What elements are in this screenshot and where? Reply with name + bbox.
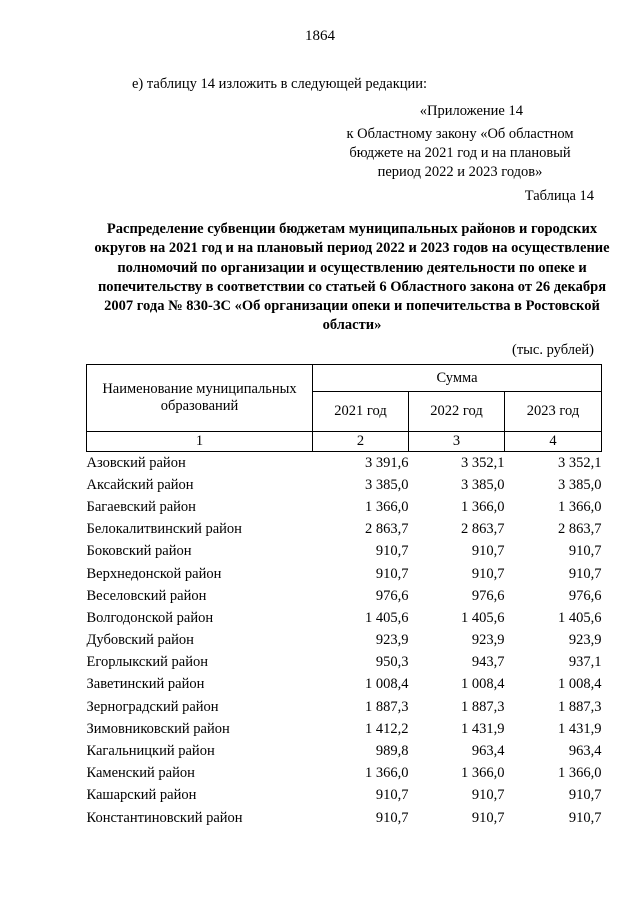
table-row — [87, 519, 602, 541]
table-row — [87, 652, 602, 674]
value-2022: 963,4 — [471, 743, 505, 760]
value-2023: 910,7 — [568, 543, 602, 560]
law-reference: к Областному закону «Об областном бюджете на 2021 год и на плановый период 2022 и 2023 годов» — [346, 126, 574, 180]
value-2022: 1 008,4 — [461, 676, 505, 693]
table-row — [87, 674, 602, 696]
municipality-name: Кагальницкий район — [86, 743, 215, 760]
value-2023: 3 385,0 — [558, 476, 602, 493]
header-year-2021: 2021 год — [313, 392, 409, 432]
value-2021: 1 008,4 — [365, 676, 409, 693]
table-row — [87, 496, 602, 518]
table-row — [87, 740, 602, 762]
table-row — [87, 474, 602, 496]
header-year-2023: 2023 год — [505, 392, 602, 432]
value-2021: 950,3 — [375, 654, 409, 671]
value-2021: 976,6 — [375, 587, 409, 604]
table-row — [87, 785, 602, 807]
value-2023: 1 887,3 — [558, 698, 602, 715]
municipality-name: Верхнедонской район — [86, 565, 222, 582]
table-body — [87, 452, 602, 830]
column-number: 1 — [87, 432, 313, 452]
value-2022: 910,7 — [471, 809, 505, 826]
value-2023: 910,7 — [568, 787, 602, 804]
value-2021: 3 385,0 — [365, 476, 409, 493]
municipality-name: Зерноградский район — [86, 698, 219, 715]
table-row — [87, 763, 602, 785]
value-2021: 1 366,0 — [365, 498, 409, 515]
value-2022: 976,6 — [471, 587, 505, 604]
value-2022: 1 431,9 — [461, 720, 505, 737]
table-row — [87, 585, 602, 607]
value-2023: 1 431,9 — [558, 720, 602, 737]
value-2021: 2 863,7 — [365, 521, 409, 538]
value-2021: 910,7 — [375, 809, 409, 826]
table-row — [87, 541, 602, 563]
value-2021: 910,7 — [375, 543, 409, 560]
value-2021: 3 391,6 — [365, 454, 409, 471]
municipality-name: Веселовский район — [86, 587, 207, 604]
value-2023: 1 008,4 — [558, 676, 602, 693]
municipality-name: Дубовский район — [86, 632, 194, 649]
table-label: Таблица 14 — [524, 188, 594, 204]
header-municipality: Наименование муниципальных образований — [87, 365, 313, 432]
value-2022: 1 887,3 — [461, 698, 505, 715]
value-2023: 1 366,0 — [558, 765, 602, 782]
municipality-name: Белокалитвинский район — [86, 521, 242, 538]
value-2022: 1 366,0 — [461, 765, 505, 782]
column-number: 4 — [505, 432, 602, 452]
value-2021: 1 887,3 — [365, 698, 409, 715]
column-number: 2 — [313, 432, 409, 452]
value-2022: 3 352,1 — [461, 454, 505, 471]
municipality-name: Азовский район — [86, 454, 186, 471]
municipality-name: Зимовниковский район — [86, 720, 230, 737]
table-row — [87, 696, 602, 718]
document-title: Распределение субвенции бюджетам муниципальных районов и городских округов на 2021 год и на плановый период 2022 и 2023 годов на осуществление полномочий по организации и осуществлению деятельности по опеке и попечительству в соответствии со статьей 6 Областного закона от 26 декабря 2007 года № 830-ЗС «Об организации опеки и попечительства в Ростовской области» — [94, 221, 610, 334]
column-number: 3 — [409, 432, 505, 452]
table-row — [87, 607, 602, 629]
value-2021: 989,8 — [375, 743, 409, 760]
value-2022: 943,7 — [471, 654, 505, 671]
value-2021: 910,7 — [375, 787, 409, 804]
municipality-name: Аксайский район — [86, 476, 194, 493]
table-row — [87, 718, 602, 740]
value-2023: 910,7 — [568, 809, 602, 826]
value-2023: 923,9 — [568, 632, 602, 649]
value-2021: 1 412,2 — [365, 720, 409, 737]
header-sum: Сумма — [313, 365, 602, 392]
value-2022: 910,7 — [471, 565, 505, 582]
subvention-table — [86, 364, 602, 829]
units-label: (тыс. рублей) — [512, 342, 594, 358]
municipality-name: Константиновский район — [86, 809, 243, 826]
value-2023: 1 405,6 — [558, 609, 602, 626]
appendix-label: «Приложение 14 — [419, 103, 523, 119]
value-2023: 910,7 — [568, 565, 602, 582]
value-2022: 910,7 — [471, 543, 505, 560]
value-2023: 937,1 — [568, 654, 602, 671]
municipality-name: Заветинский район — [86, 676, 205, 693]
value-2023: 1 366,0 — [558, 498, 602, 515]
value-2022: 2 863,7 — [461, 521, 505, 538]
table-row — [87, 452, 602, 475]
value-2022: 910,7 — [471, 787, 505, 804]
page-number: 1864 — [305, 28, 335, 44]
value-2022: 1 366,0 — [461, 498, 505, 515]
intro-text: е) таблицу 14 изложить в следующей редакции: — [132, 76, 428, 92]
municipality-name: Боковский район — [86, 543, 192, 560]
municipality-name: Каменский район — [86, 765, 195, 782]
header-year-2022: 2022 год — [409, 392, 505, 432]
municipality-name: Егорлыкский район — [86, 654, 208, 671]
municipality-name: Багаевский район — [86, 498, 196, 515]
value-2021: 1 366,0 — [365, 765, 409, 782]
value-2022: 1 405,6 — [461, 609, 505, 626]
table-row — [87, 807, 602, 829]
value-2023: 976,6 — [568, 587, 602, 604]
value-2023: 2 863,7 — [558, 521, 602, 538]
value-2021: 1 405,6 — [365, 609, 409, 626]
table-row — [87, 563, 602, 585]
table-row — [87, 630, 602, 652]
value-2023: 3 352,1 — [558, 454, 602, 471]
value-2023: 963,4 — [568, 743, 602, 760]
municipality-name: Кашарский район — [86, 787, 197, 804]
value-2022: 3 385,0 — [461, 476, 505, 493]
value-2022: 923,9 — [471, 632, 505, 649]
value-2021: 923,9 — [375, 632, 409, 649]
value-2021: 910,7 — [375, 565, 409, 582]
municipality-name: Волгодонской район — [86, 609, 214, 626]
